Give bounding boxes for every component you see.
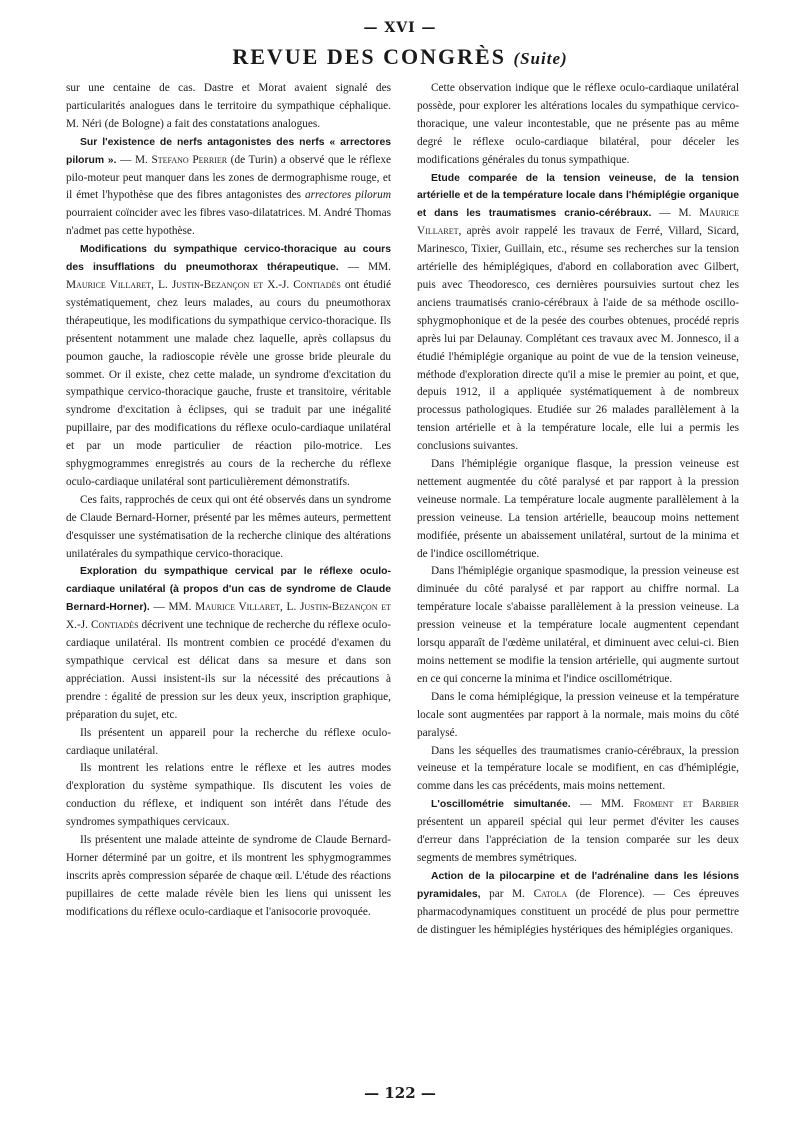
paragraph-text: décrivent une technique de recherche du réflexe oculo-cardiaque unilatéral. Ils montrent combien ce procédé d'examen du sympathique cervical est délicat dans sa mesure et dans son appréciation. Aussi insistent-ils sur la nécessité des précautions à prendre : égalité de pression sur les deux yeux, inscription graphique, préparation du sujet, etc.	[66, 619, 391, 721]
author-names: Maurice Villaret, L. Justin-Bezançon et X.-J. Contiadès	[66, 601, 392, 632]
paragraph: Dans le coma hémiplégique, la pression veineuse et la température locale sont augmentées par rapport à la normale, mais moins du côté paralysé.	[417, 690, 739, 739]
italic-term: arrectores pilorum	[305, 189, 391, 202]
author-name: Maurice Villaret	[417, 207, 740, 238]
section-perrier	[66, 134, 391, 241]
section-heading: L'oscillométrie simultanée.	[431, 799, 571, 811]
page-title	[0, 44, 800, 70]
paragraph-text: , après avoir rappelé les travaux de Ferré, Villard, Sicard, Marinesco, Tixier, Guillain, etc., résume ses recherches sur la tension artérielle des hémiplégiques, d'abord en collaboration avec Gilbert, puis avec Theodoresco, ces dernières poursuivies surtout chez les anciens traumatisés cranio-cérébraux à l'aide de sa méthode oscillo-sphygmophonique et de la pesée des courbes obtenues, procédé repris après lui par Delaunay. Complétant ces travaux avec M. Jonnesco, il a étudié l'hémiplégie organique au point de vue de la tension veineuse, méthode d'exploration directe qu'il a mise le premier au point, et que, depuis 1912, il a appliquée systématiquement à de nombreux processus pathologiques. Etudiée sur 26 malades parallèlement à la tension artérielle et à la température locale, elle lui a permis les conclusions suivantes.	[417, 225, 739, 453]
paragraph: Cette observation indique que le réflexe oculo-cardiaque unilatéral possède, pour explorer les altérations locales du sympathique cervico-thoracique, une valeur incontestable, que ne présente pas au même degré le réflexe oculo-cardiaque bilatéral, pour déceler les modifications générales du tonus sympathique.	[417, 82, 739, 166]
author-name: Catola	[533, 887, 568, 900]
paragraph-text: ont étudié systématiquement, chez leurs malades, au cours du pneumothorax thérapeutique, les modifications du sympathique cervico-thoracique. Ils présentent notamment une malade chez laquelle, après collapsus du poumon gauche, la radioscopie révèle une grosse bride pleurale du sommet. Or il existe, chez cette malade, un syndrome d'excitation du sympathique cervico-thoracique gauche, fruste et transitoire, véritable syndrome d'excitation à éclipses, qui se traduit par une inégalité pupillaire, par des modifications du réflexe oculo-cardiaque unilatéral et par un mode particulier de réaction pilo-motrice. Les sphygmogrammes enregistrés au cours de la recherche du réflexe oculo-cardiaque unilatéral sont particulièrement démonstratifs.	[66, 278, 391, 488]
author-names: Froment et Barbier	[633, 798, 739, 811]
section-pneumothorax	[66, 241, 391, 492]
dash: — MM.	[338, 261, 391, 274]
title-suffix: (Suite)	[513, 49, 568, 68]
paragraph: Ces faits, rapprochés de ceux qui ont été observés dans un syndrome de Claude Bernard-Horner, présenté par les mêmes auteurs, permettent d'esquisser une systématisation de la recherche clinique des altérations unilatérales du sympathique cervico-thoracique.	[66, 493, 391, 560]
paragraph-text: (de Florence). — Ces épreuves pharmacodynamiques constituent un procédé de plus pour permettre de distinguer les hémiplégies hystériques des hémiplégies organiques.	[417, 887, 739, 936]
paragraph: Ils présentent un appareil pour la recherche du réflexe oculo-cardiaque unilatéral.	[66, 726, 391, 757]
section-pilocarpine	[417, 868, 739, 940]
author-names: Maurice Villaret, L. Justin-Bezançon et X.-J. Contiadès	[66, 278, 341, 291]
section-heading: Sur l'existence de nerfs antagonistes des nerfs « arrectores pilorum ».	[66, 136, 391, 166]
paragraph: Ils présentent une malade atteinte de syndrome de Claude Bernard-Horner déterminé par un goitre, et ils montrent les sphygmogrammes inscrits après compression séparée de chaque œil. L'étude des réactions pupillaires de cette malade révèle bien les liens qui unissent les modifications du réflexe oculo-cardiaque et l'anisocorie provoquée.	[66, 834, 391, 918]
paragraph: Dans l'hémiplégie organique flasque, la pression veineuse est nettement augmentée du côté paralysé et par rapport à la pression veineuse normale. La température locale augmente parallèlement à la pression veineuse. La tension artérielle, beaucoup moins nettement modifiée, présente un abaissement unilatéral, surtout de la minima et de l'indice oscillométrique.	[417, 458, 739, 560]
section-oscillometrie	[417, 796, 739, 868]
paragraph: sur une centaine de cas. Dastre et Morat avaient signalé des particularités analogues dans le territoire du sympathique céphalique. M. Néri (de Bologne) a fait des constatations analogues.	[66, 82, 391, 130]
dash: — M.	[116, 153, 152, 166]
title-text: REVUE DES CONGRÈS	[232, 44, 506, 69]
section-heading: Etude comparée de la tension veineuse, de la tension artérielle et de la température locale dans l'hémiplégie organique et dans les traumatismes cranio-cérébraux.	[417, 172, 739, 220]
paragraph: Dans l'hémiplégie organique spasmodique, la pression veineuse est diminuée du côté paralysé et par rapport au chiffre normal. La température locale s'abaisse parallèlement à la pression veineuse. La pression veineuse et la température locale augmentent cependant lorsqu apparaît de l'œdème unilatéral, et diminuent avec celui-ci. Bien moins nettement se modifie la tension artérielle, qui augmente surtout en ce qui concerne la minima et l'indice oscillométrique.	[417, 565, 739, 685]
author-name: Stefano Perrier	[151, 153, 228, 166]
right-column	[417, 80, 739, 940]
connector: par M.	[480, 887, 534, 900]
roman-page-number: — XVI —	[363, 20, 437, 36]
section-exploration	[66, 563, 391, 724]
page-number: — 122 —	[364, 1084, 436, 1102]
dash: — MM.	[570, 798, 634, 811]
section-heading: Action de la pilocarpine et de l'adrénaline dans les lésions pyramidales,	[417, 870, 739, 900]
paragraph: Ils montrent les relations entre le réflexe et les autres modes d'exploration du système sympathique. Ils discutent les voies de conduction du réflexe, et indiquent son intérêt dans l'étude des syndromes sympathiques cervicaux.	[66, 762, 391, 829]
dash: — MM.	[149, 601, 196, 614]
section-heading: Modifications du sympathique cervico-thoracique au cours des insufflations du pneumothorax thérapeutique.	[66, 244, 391, 274]
section-heading: Exploration du sympathique cervical par le réflexe oculo-cardiaque unilatéral (à propos d'un cas de syndrome de Claude Bernard-Horner).	[66, 566, 391, 614]
paragraph-text: (de Turin) a observé que le réflexe pilo-moteur peut manquer dans les zones de dermographisme rouge, et il émet l'hypothèse que des fibres antagonistes des	[66, 153, 392, 202]
dash: — M.	[651, 207, 700, 220]
section-tension-veineuse	[417, 170, 739, 457]
paragraph: Dans les séquelles des traumatismes cranio-cérébraux, la pression veineuse et la température locale se modifient, en cas d'hémiplégie, comme dans les cas précédents, mais moins nettement.	[417, 744, 739, 793]
left-column	[66, 80, 391, 922]
paragraph-text: présentent un appareil spécial qui leur permet d'éviter les causes d'erreur dans l'appréciation de la tension comparée sur les deux segments de membres symétriques.	[417, 816, 739, 864]
paragraph-text: pourraient coïncider avec les fibres vaso-dilatatrices. M. André Thomas n'admet pas cette hypothèse.	[66, 207, 391, 238]
